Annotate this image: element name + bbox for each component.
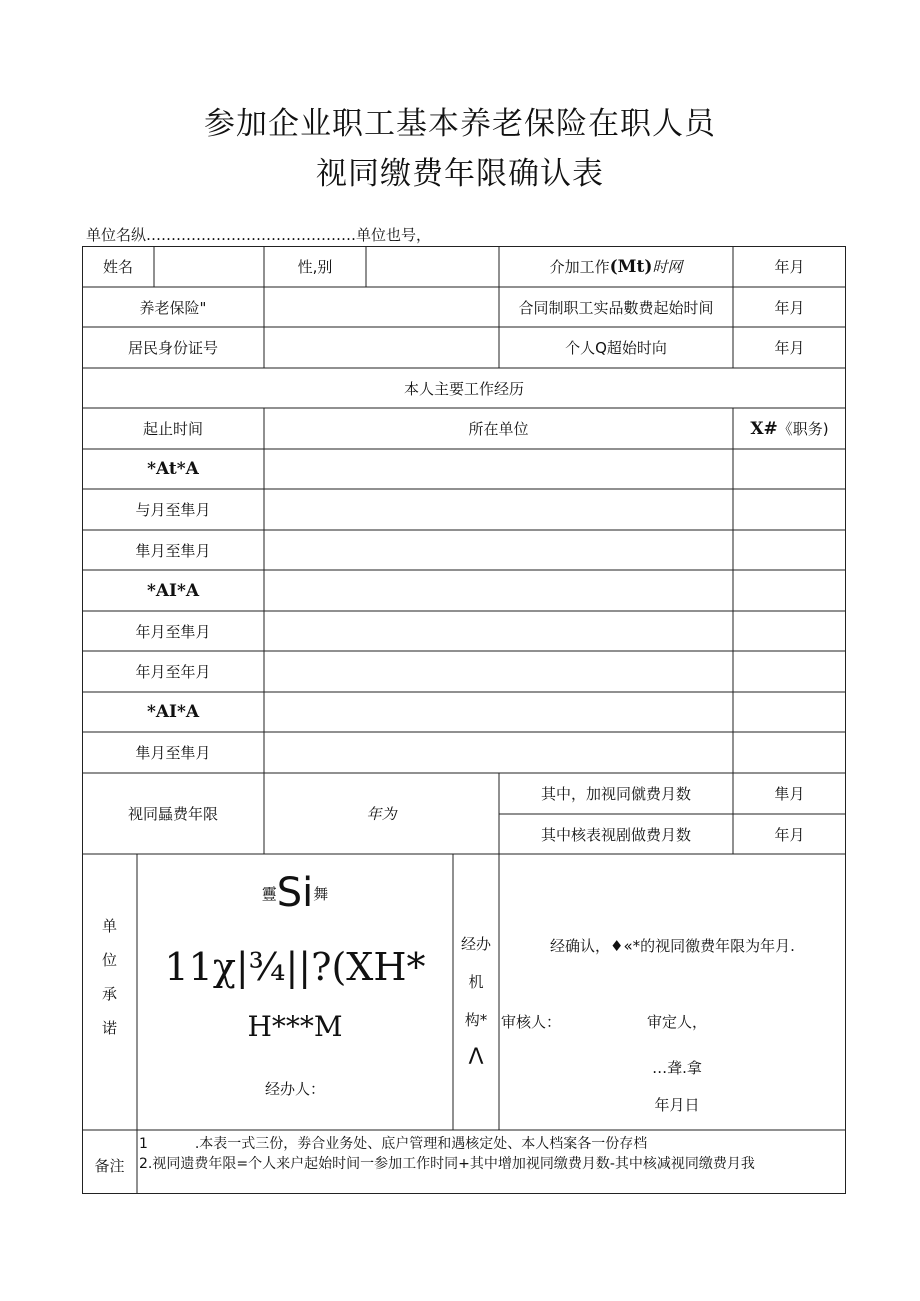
agency-confirmation-text: 经确认，♦«*的视同徼费年限为年月. [550,936,795,955]
side-label-char: 承 [101,985,117,1003]
side-label-char: 单 [101,917,117,935]
commitment-heading-right: 舞 [313,884,329,903]
agency-label-char: 经办 [460,935,491,953]
added-months-label: 其中，加视同僦费月数 [540,785,691,803]
deemed-years-value: 年为 [366,805,397,823]
work-start-label-text: 介加工作 [549,258,610,276]
approver-label: 审定人， [646,1012,707,1031]
pension-insurance-value-cell[interactable] [264,287,499,327]
remark-line-1 [139,1133,647,1153]
history-row-period: 隼月至隼月 [135,541,211,560]
history-row-period: *AI*A [146,702,200,722]
remark-line-1-number: 1 [139,1136,148,1152]
agency-label-char: 机 [468,973,484,991]
unit-name-line: 单位名纵……………………………………单位也号， [86,226,432,244]
duty-header [733,408,846,449]
history-row-period: *At*A [147,459,199,479]
commitment-heading [137,868,453,918]
agency-label [453,925,499,1077]
name-label: 姓名 [102,258,133,276]
form-title-line1: 参加企业职工基本养老保险在职人员 [204,106,716,142]
duty-header-tail: 《职务) [777,420,829,438]
history-row-period: 年月至隼月 [135,622,211,641]
agency-label-char: Λ [468,1045,484,1070]
agency-label-char: 构* [464,1011,488,1029]
history-row-period: 年月至年月 [135,663,211,681]
agency-seal-text: …聋.拿 [652,1058,702,1077]
work-start-label [499,246,733,287]
deemed-years-label: 视同螶费年限 [127,805,218,823]
gender-value-cell[interactable] [366,246,499,287]
remarks-label-text: 备注 [94,1157,125,1175]
work-start-label-bold: (Mt) [609,256,653,277]
unit-commitment-label [82,909,137,1045]
work-start-label-tail: 时网 [652,258,683,276]
history-row-period: *AI*A [146,580,200,601]
confirmation-table [82,246,846,1194]
personal-account-start-value: 年月 [774,339,805,357]
history-row-period: 隼月至隼月 [135,744,211,762]
added-months-value: 隼月 [774,785,805,803]
commitment-handler-label: 经办人： [264,1079,325,1098]
form-title-line2: 视同缴费年限确认表 [316,156,604,192]
remark-line-2: 2.视同遗费年限=个人来户起始时间一参加工作时同+其中增加视同缴费月数-其中核减视同缴费月我 [139,1156,755,1172]
id-number-label: 居民身份证号 [127,339,218,357]
personal-account-start-label: 个人Q超始时向 [565,339,667,357]
unit-header: 所在单位 [468,420,529,438]
commitment-text-line3: H***M [247,1009,343,1043]
history-row-period: 与月至隼月 [135,501,211,519]
remarks-label [82,1130,137,1194]
side-label-char: 位 [101,951,117,969]
reviewer-label: 审核人： [501,1012,562,1031]
remark-line-1-text: .本表一式三份，劵合业务处、底户管理和遇核定处、本人档案各一份存档 [194,1136,648,1152]
side-label-char: 诺 [101,1019,117,1037]
work-history-title: 本人主要工作经历 [403,379,524,398]
duty-header-bold: X# [750,418,778,439]
agency-date: 年月日 [654,1095,700,1114]
period-header: 起止时间 [142,420,203,438]
contract-payment-start-value: 年月 [774,298,805,317]
commitment-heading-left: 靊 [261,884,277,903]
name-value-cell[interactable] [154,246,264,287]
gender-label: 性,别 [297,258,333,276]
reduced-months-value: 年月 [774,825,805,844]
commitment-heading-mid: Si [276,870,314,916]
commitment-text-line2: 11χ|¾||?(XH* [164,945,426,989]
work-start-value: 年月 [774,258,805,276]
contract-payment-start-label: 合同制职工实品數费起始时间 [518,298,714,317]
pension-insurance-label: 养老保险" [139,298,207,317]
id-number-value-cell[interactable] [264,327,499,368]
reduced-months-label: 其中核表视剧做费月数 [540,825,691,844]
